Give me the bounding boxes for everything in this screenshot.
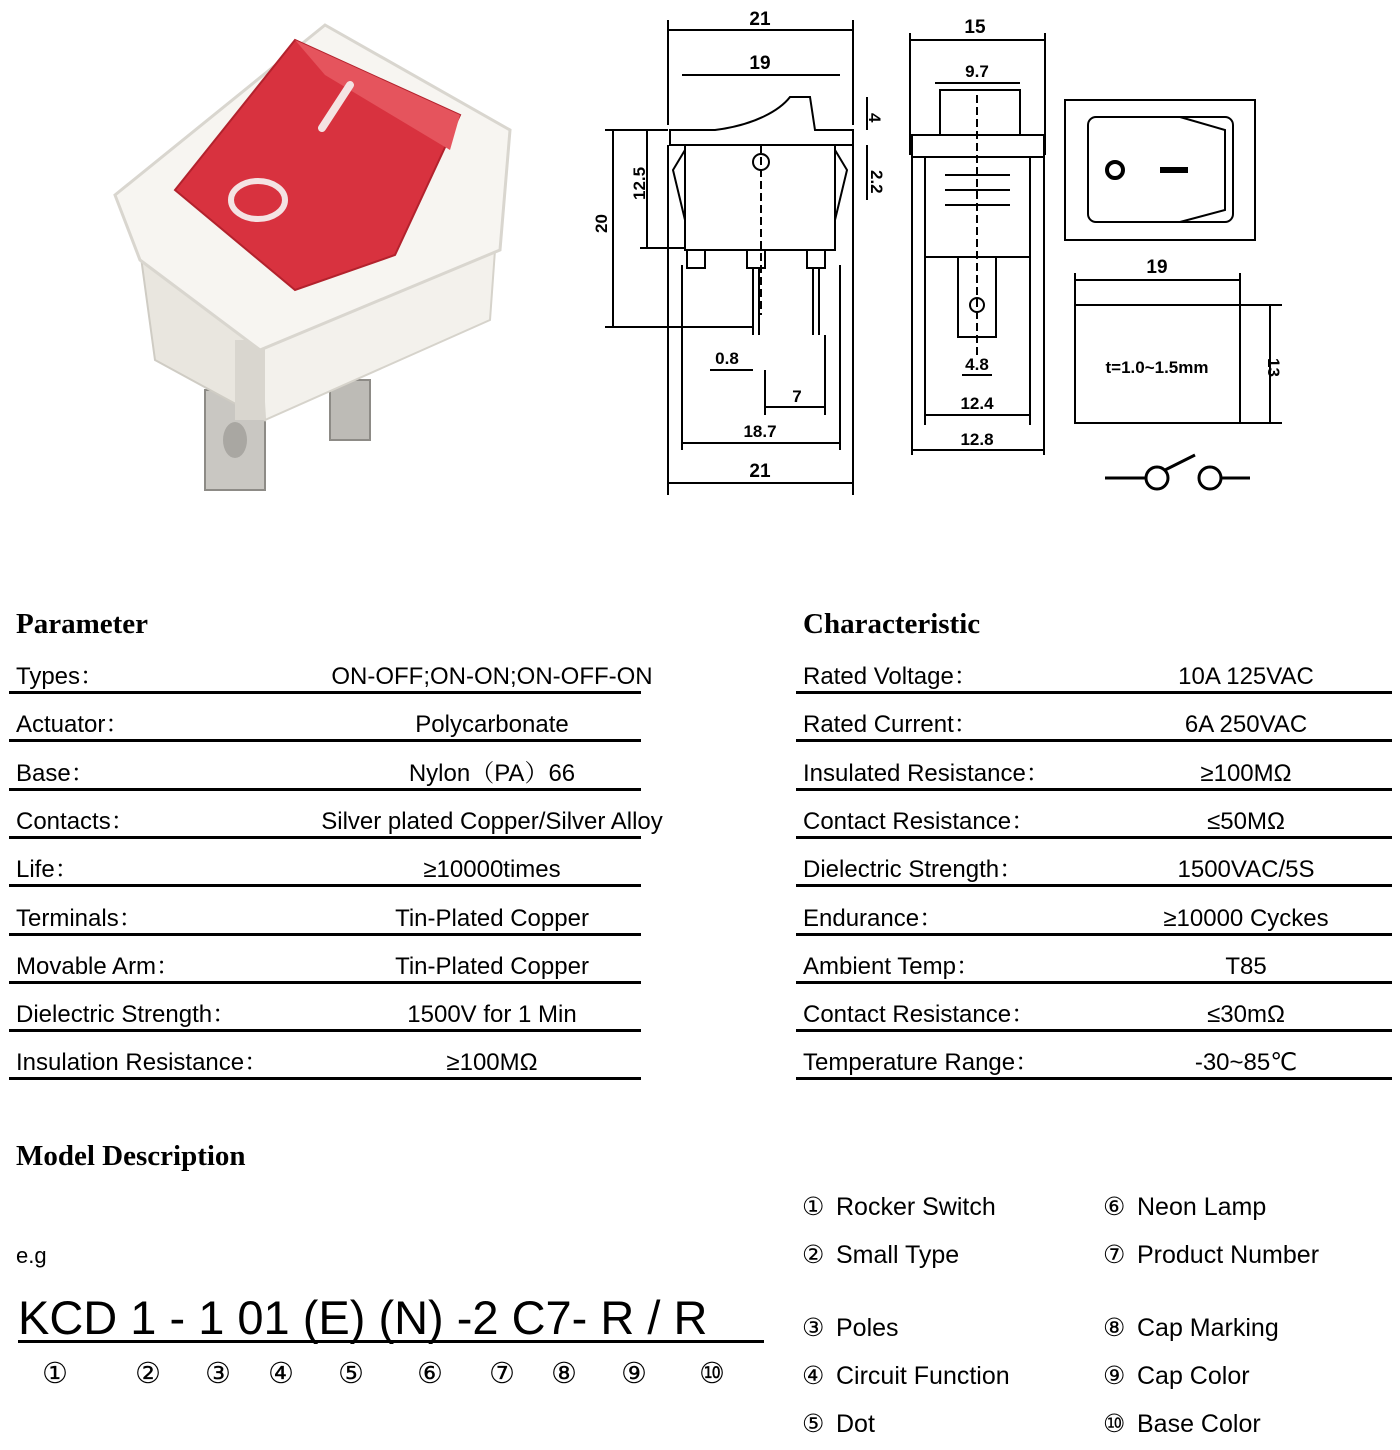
legend-item <box>802 1313 899 1343</box>
code-marker: ⑨ <box>621 1358 647 1390</box>
parameter-row <box>9 993 641 1032</box>
dim-cutout-width: 19 <box>1146 257 1168 278</box>
top-view-drawing <box>1060 95 1260 245</box>
legend-item <box>1103 1240 1319 1270</box>
legend-item <box>802 1361 1010 1391</box>
code-marker: ⑩ <box>699 1358 725 1390</box>
characteristic-row <box>796 993 1392 1032</box>
code-marker: ⑦ <box>489 1358 515 1390</box>
characteristic-value: ≤30mΩ <box>1207 1001 1285 1029</box>
legend-text: Small Type <box>836 1241 960 1269</box>
characteristic-value: 10A 125VAC <box>1178 663 1314 690</box>
dim-body-height: 12.5 <box>630 166 649 200</box>
characteristic-label: Insulated Resistance： <box>803 759 1050 787</box>
legend-item <box>1103 1409 1261 1439</box>
parameter-value: Silver plated Copper/Silver Alloy <box>321 807 663 835</box>
switch-symbol-icon <box>1100 450 1260 495</box>
legend-text: Poles <box>836 1314 899 1342</box>
parameter-row <box>9 848 641 887</box>
characteristic-label: Dielectric Strength： <box>803 856 1024 884</box>
legend-number: ① <box>802 1193 825 1221</box>
characteristic-row <box>796 655 1392 694</box>
parameter-row <box>9 655 653 694</box>
legend-text: Neon Lamp <box>1137 1193 1267 1221</box>
legend-number: ④ <box>802 1362 825 1390</box>
legend-text: Rocker Switch <box>836 1193 996 1221</box>
rocker-switch-photo <box>100 20 530 500</box>
legend-item <box>1103 1192 1266 1222</box>
example-label: e.g <box>16 1243 47 1268</box>
characteristic-label: Rated Voltage： <box>803 663 978 690</box>
legend-text: Circuit Function <box>836 1362 1010 1390</box>
parameter-row <box>9 897 641 936</box>
dim-rocker-width: 19 <box>749 53 771 74</box>
characteristic-row <box>796 897 1392 936</box>
code-marker: ② <box>135 1358 161 1390</box>
code-marker: ④ <box>268 1358 294 1390</box>
parameter-row <box>9 945 641 984</box>
characteristic-label: Contact Resistance： <box>803 807 1036 835</box>
characteristic-label: Rated Current： <box>803 711 978 739</box>
characteristic-label: Ambient Temp： <box>803 952 980 980</box>
code-marker: ① <box>42 1358 68 1390</box>
code-marker: ③ <box>205 1358 231 1390</box>
characteristic-row <box>796 1041 1392 1080</box>
side-view-drawing <box>900 5 1060 460</box>
dim-rocker-height: 4 <box>865 113 884 123</box>
legend-number: ⑧ <box>1103 1314 1126 1342</box>
terminal-hole <box>223 422 247 458</box>
characteristic-value: 1500VAC/5S <box>1177 856 1315 884</box>
dim-rocker-depth: 9.7 <box>965 62 989 81</box>
legend-text: Cap Color <box>1137 1362 1250 1390</box>
characteristic-label: Temperature Range： <box>803 1049 1040 1077</box>
parameter-heading: Parameter <box>16 608 149 640</box>
legend-item <box>1103 1361 1250 1391</box>
parameter-label: Insulation Resistance： <box>16 1049 269 1077</box>
parameter-label: Types： <box>16 663 105 690</box>
parameter-value: ≥100MΩ <box>446 1049 538 1077</box>
dim-base-depth: 12.4 <box>960 394 994 413</box>
legend-number: ⑤ <box>802 1410 825 1438</box>
dim-side-terminal: 4.8 <box>965 355 989 374</box>
characteristic-value: 6A 250VAC <box>1184 711 1308 739</box>
parameter-row <box>9 752 641 791</box>
characteristic-heading: Characteristic <box>803 608 981 640</box>
parameter-value: 1500V for 1 Min <box>407 1001 577 1029</box>
legend-number: ③ <box>802 1314 825 1342</box>
characteristic-row <box>796 848 1392 887</box>
characteristic-row <box>796 752 1392 791</box>
code-marker: ⑥ <box>417 1358 443 1390</box>
parameter-value: ON-OFF;ON-ON;ON-OFF-ON <box>331 663 653 690</box>
dim-width-top: 21 <box>749 9 771 30</box>
model-heading: Model Description <box>16 1140 246 1172</box>
panel-thickness: t=1.0~1.5mm <box>1105 358 1209 377</box>
housing-clip <box>235 340 265 420</box>
parameter-value: Polycarbonate <box>415 711 569 739</box>
dim-total-height: 20 <box>592 214 611 233</box>
panel-cutout-drawing <box>1060 255 1285 450</box>
code-marker: ⑤ <box>338 1358 364 1390</box>
parameter-row <box>9 800 663 839</box>
parameter-value: ≥10000times <box>423 856 561 884</box>
legend-number: ⑦ <box>1103 1241 1126 1269</box>
parameter-value: Tin-Plated Copper <box>395 904 589 932</box>
code-marker: ⑧ <box>551 1358 577 1390</box>
legend-number: ⑥ <box>1103 1193 1126 1221</box>
characteristic-value: -30~85℃ <box>1194 1049 1298 1077</box>
characteristic-label: Endurance： <box>803 904 944 932</box>
legend-number: ⑩ <box>1103 1410 1126 1438</box>
dim-terminal-thickness: 0.8 <box>715 349 739 368</box>
legend-number: ⑨ <box>1103 1362 1126 1390</box>
parameter-value: Tin-Plated Copper <box>395 952 589 980</box>
model-code: KCD 1 - 1 01 (E) (N) -2 C7- R / R <box>18 1290 764 1343</box>
parameter-label: Actuator： <box>16 711 130 739</box>
characteristic-value: ≥100MΩ <box>1200 759 1292 787</box>
parameter-row <box>9 703 641 742</box>
characteristic-value: ≤50MΩ <box>1207 807 1285 835</box>
dim-cutout-height: 13 <box>1264 358 1283 377</box>
characteristic-row <box>796 800 1392 839</box>
dim-base-width: 18.7 <box>743 422 777 441</box>
front-view-drawing <box>585 5 886 500</box>
parameter-label: Base： <box>16 759 95 787</box>
characteristic-label: Contact Resistance： <box>803 1001 1036 1029</box>
legend-item <box>802 1192 996 1222</box>
legend-item <box>802 1409 875 1439</box>
dim-bottom-depth: 12.8 <box>960 430 994 449</box>
dim-body-offset: 2.2 <box>867 170 886 194</box>
parameter-value: Nylon（PA）66 <box>408 759 576 787</box>
legend-text: Dot <box>836 1410 875 1438</box>
legend-item <box>802 1240 959 1270</box>
legend-text: Base Color <box>1137 1410 1261 1438</box>
legend-item <box>1103 1313 1279 1343</box>
legend-text: Cap Marking <box>1137 1314 1279 1342</box>
characteristic-value: T85 <box>1225 952 1267 980</box>
legend-number: ② <box>802 1241 825 1269</box>
legend-text: Product Number <box>1137 1241 1320 1269</box>
parameter-row <box>9 1041 641 1080</box>
dim-width-bottom: 21 <box>749 461 771 482</box>
parameter-label: Movable Arm： <box>16 952 181 980</box>
parameter-label: Contacts： <box>16 807 135 835</box>
characteristic-row <box>796 703 1392 742</box>
dim-side-width: 15 <box>964 17 986 38</box>
dim-terminal-pitch: 7 <box>792 387 802 406</box>
parameter-label: Life： <box>16 856 79 884</box>
characteristic-row <box>796 945 1392 984</box>
parameter-label: Terminals： <box>16 904 143 932</box>
parameter-label: Dielectric Strength： <box>16 1001 237 1029</box>
characteristic-value: ≥10000 Cyckes <box>1163 904 1329 932</box>
